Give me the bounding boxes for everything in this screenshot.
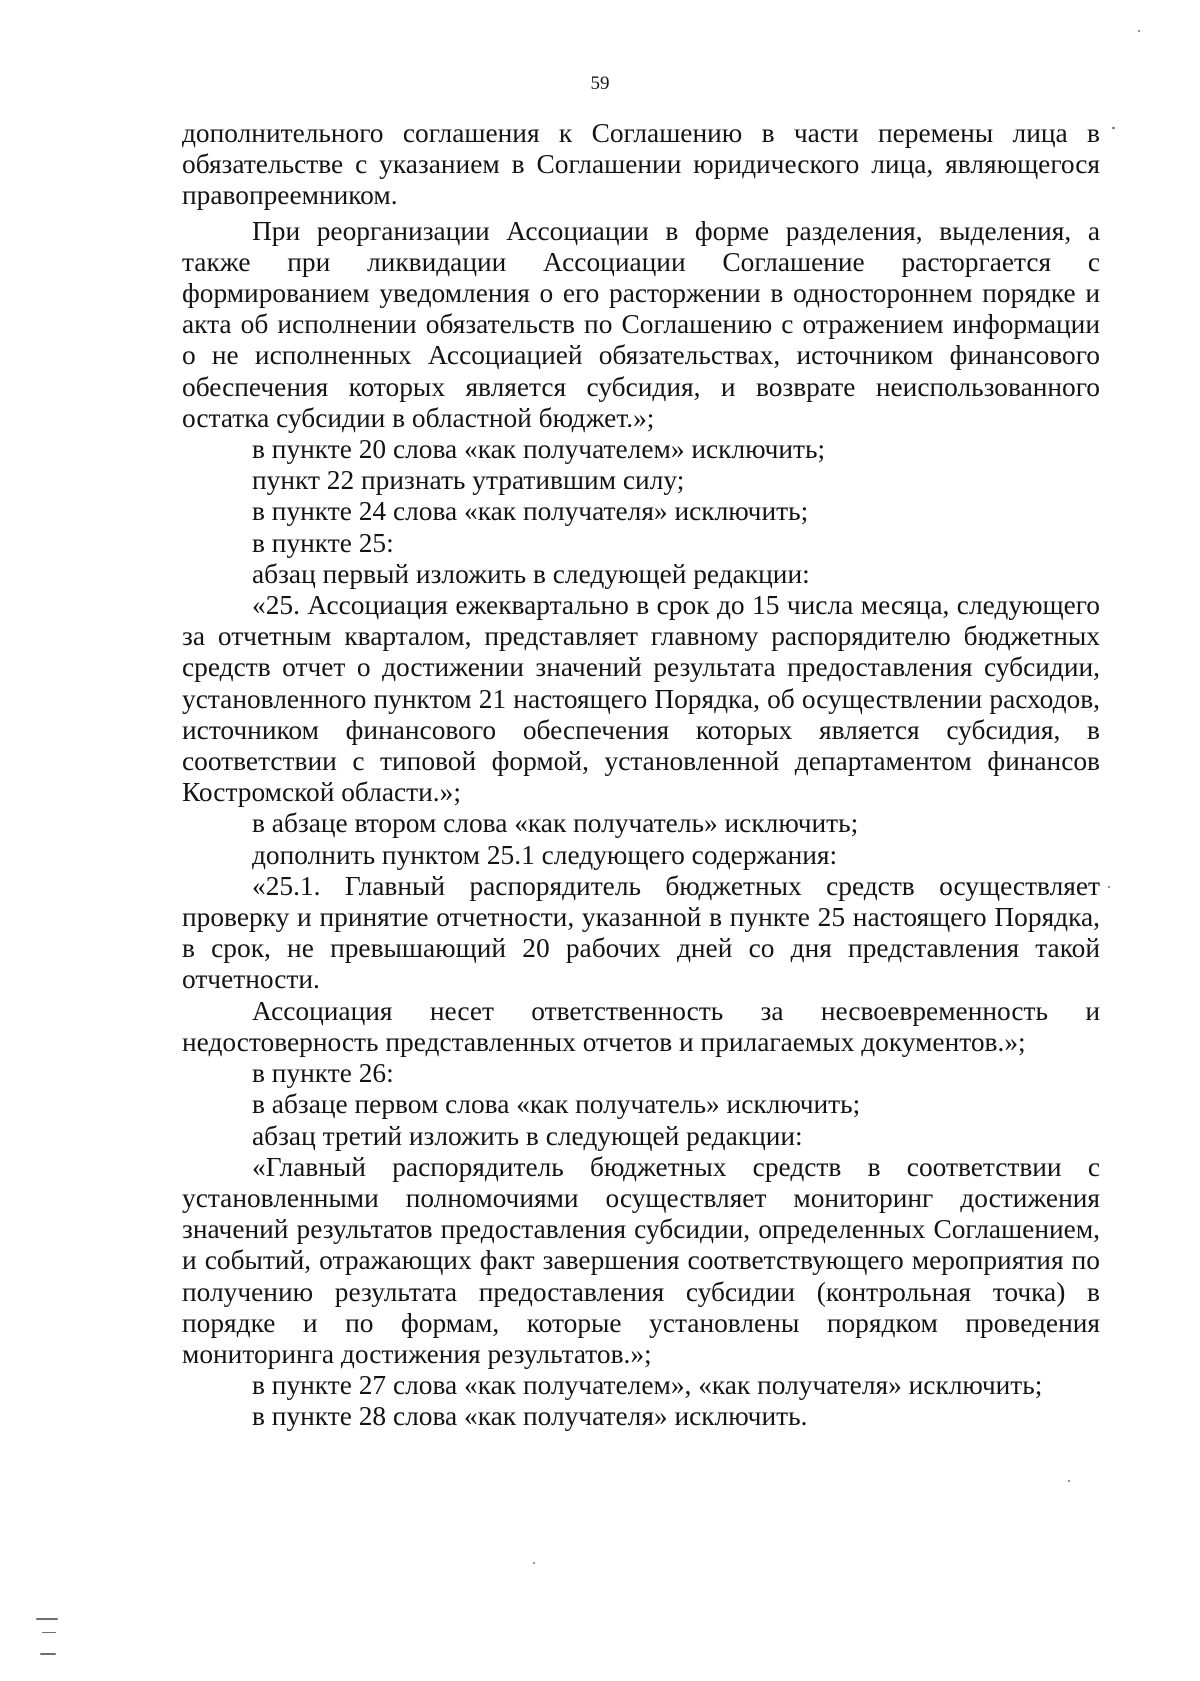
paragraph-continuation: дополнительного соглашения к Соглашению в части перемены лица в обязательстве с указанием в Соглашении юридического лица, являющегося правопреемником.	[182, 118, 1100, 211]
scan-artifact	[36, 1618, 58, 1620]
scan-artifact	[42, 1632, 56, 1633]
scan-artifact	[40, 1653, 56, 1655]
paragraph-item-25-1-text: «25.1. Главный распорядитель бюджетных средств осуществляет проверку и принятие отчетности, указанной в пункте 25 настоящего Порядка, в срок, не превышающий 20 рабочих дней со дня представления такой отчетности.	[182, 870, 1100, 995]
paragraph-first-abzac-26: в абзаце первом слова «как получатель» исключить;	[252, 1089, 861, 1120]
paragraph-item-25: в пункте 25:	[252, 527, 394, 558]
scan-artifact	[1108, 886, 1110, 888]
scan-artifact	[1112, 127, 1115, 129]
scan-artifact	[1068, 1480, 1070, 1482]
document-body	[182, 118, 1100, 1433]
paragraph-item-22: пункт 22 признать утратившим силу;	[252, 465, 685, 496]
paragraph-item-26: в пункте 26:	[252, 1058, 394, 1089]
paragraph-monitoring: «Главный распорядитель бюджетных средств в соответствии с установленными полномочиями осуществляет мониторинг достижения значений результатов предоставления субсидии, определенных Соглашением, и событий, отражающих факт завершения соответствующего мероприятия по получению результата предоставления субсидии (контрольная точка) в порядке и по формам, которые установлены порядком проведения мониторинга достижения результатов.»;	[182, 1151, 1100, 1369]
paragraph-add-25-1: дополнить пунктом 25.1 следующего содержания:	[252, 839, 838, 870]
paragraph-third-abzac: абзац третий изложить в следующей редакции:	[252, 1120, 803, 1151]
paragraph-item-25-text: «25. Ассоциация ежеквартально в срок до 15 числа месяца, следующего за отчетным кварталом, представляет главному распорядителю бюджетных средств отчет о достижении значений результата предоставления субсидии, установленного пунктом 21 настоящего Порядка, об осуществлении расходов, источником финансового обеспечения которых является субсидия, в соответствии с типовой формой, установленной департаментом финансов Костромской области.»;	[182, 590, 1100, 808]
paragraph-item-27: в пункте 27 слова «как получателем», «как получателя» исключить;	[252, 1370, 1043, 1401]
paragraph-item-28: в пункте 28 слова «как получателя» исключить.	[252, 1401, 808, 1432]
paragraph-responsibility: Ассоциация несет ответственность за несвоевременность и недостоверность представленных отчетов и прилагаемых документов.»;	[182, 995, 1100, 1057]
scan-artifact	[1138, 30, 1140, 32]
paragraph-reorganization: При реорганизации Ассоциации в форме разделения, выделения, а также при ликвидации Ассоциации Соглашение расторгается с формированием уведомления о его расторжении в одностороннем порядке и акта об исполнении обязательств по Соглашению с отражением информации о не исполненных Ассоциацией обязательствах, источником финансового обеспечения которых является субсидия, и возврате неиспользованного остатка субсидии в областной бюджет.»;	[182, 215, 1100, 433]
paragraph-second-abzac: в абзаце втором слова «как получатель» исключить;	[252, 808, 859, 839]
page-number: 59	[590, 73, 610, 94]
paragraph-item-20: в пункте 20 слова «как получателем» исключить;	[252, 434, 826, 465]
scan-artifact	[533, 1562, 535, 1564]
paragraph-first-abzac: абзац первый изложить в следующей редакции:	[252, 558, 810, 589]
paragraph-item-24: в пункте 24 слова «как получателя» исключить;	[252, 496, 809, 527]
